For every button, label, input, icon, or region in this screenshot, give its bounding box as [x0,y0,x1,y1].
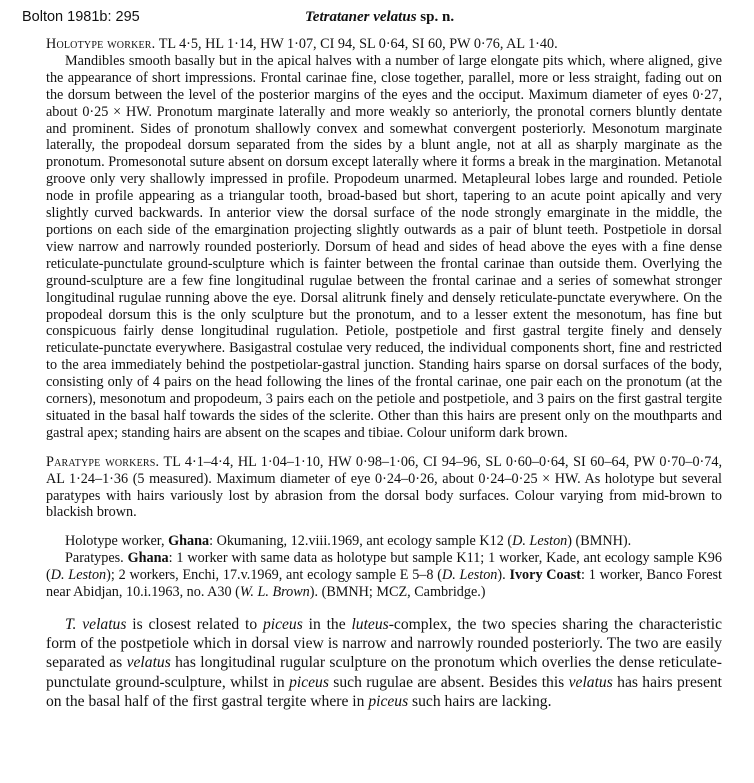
paratypes-collector: D. Leston [50,567,107,584]
species-description [46,36,722,711]
species-suffix: sp. n. [416,9,455,25]
holotype-measurements: TL 4·5, HL 1·14, HW 1·07, CI 94, SL 0·64, SI 60, PW 0·76, AL 1·40. [155,36,558,52]
holotype-material: Holotype worker, Ghana: Okumaning, 12.viii.1969, ant ecology sample K12 (D. Leston) (BMNH). [65,533,632,550]
discussion [46,615,722,711]
paratype-workers-label: Paratype workers. [46,453,160,470]
page-header [22,9,722,31]
holotype-label: Holotype worker. [46,36,156,52]
page [22,0,723,783]
holotype-collector: D. Leston [512,533,568,550]
paratype-workers-text: TL 4·1–4·4, HL 1·04–1·10, HW 0·98–1·06, CI 94–96, SL 0·60–0·64, SI 60–64, PW 0·70–0·74, AL 1·24–1·36 (5 measured). Maximum diameter of eye 0·24–0·26, about 0·24–0·25 × HW. As holotype but several paratypes with hairs variously lost by abrasion from the dorsal body surfaces. Colour varying from mid-brown to blackish brown. [46,453,723,521]
paratypes-collector: W. L. Brown [239,584,310,601]
holotype-measurements-paragraph [46,36,722,53]
citation: Bolton 1981b: 295 [22,9,140,25]
discussion-paragraph: T. velatus is closest related to piceus in the luteus-complex, the two species sharing the characteristic form of the postpetiole which in dorsal view is narrow and narrowly rounded posteriorly. The two are easily separated as velatus has longitudinal rugular sculpture on the pronotum which overlies the dense reticulate-punctulate ground-sculpture, whilst in piceus such rugulae are absent. Besides this velatus has hairs present on the basal half of the first gastral tergite where in piceus such hairs are lacking. [46,616,723,710]
holotype-description: Mandibles smooth basally but in the apical halves with a number of large elongate pits which, where aligned, give the appearance of short impressions. Frontal carinae fine, close together, parallel, more or less straight, fading out on the dorsum between the level of the posterior margins of the eyes and the occiput. Maximum diameter of eyes 0·27, about 0·25 × HW. Pronotum marginate laterally and more weakly so anteriorly, the pronotal corners bluntly dentate and prominent. Sides of pronotum shallowly convex and somewhat convergent posteriorly. Mesonotum marginate laterally, the propodeal dorsum separated from the sides by a blunt angle, not at all as sharply marginate as the pronotum. Promesonotal suture absent on dorsum except laterally where it forms a break in the margination. Metanotal groove only very shallowly impressed in profile. Propodeum unarmed. Metapleural lobes large and rounded. Petiole node in profile appearing as a triangular tooth, broad-based but short, tapering to an acute point apically and very slightly curved backwards. In anterior view the dorsal surface of the node strongly emarginate in the middle, the portions on each side of the emargination projecting slightly outwards as a pair of blunt teeth. Postpetiole in dorsal view narrow and narrowly rounded posteriorly. Dorsum of head and sides of head above the eyes with a fine dense reticulate-punctulate ground-sculpture which is fainter between the frontal carinae than outside them. Overlying the ground-sculpture are a few fine longitudinal rugulae between the frontal carinae and a series of somewhat stronger longitudinal rugulae running above the eye. Dorsal alitrunk finely and densely reticulate-punctate everywhere. On the propodeal dorsum this is the only sculpture but the pronotum, and to a lesser extent the mesonotum, has fine but conspicuous fairly dense longitudinal rugulation. Petiole, postpetiole and first gastral tergite finely and densely reticulate-punctate everywhere. Basigastral costulae very reduced, the individual components short, fine and restricted to the area immediately behind the postpetiolar-gastral junction. Standing hairs sparse on dorsal surfaces of the body, consisting only of 4 pairs on the head following the lines of the frontal carinae, one pair each on the pronotum (at the corners), mesonotum and propodeum, 3 pairs each on the petiole and postpetiole, and 3 pairs on the first gastral tergite situated in the basal half towards the sides of the sclerite. Other than this hairs are present only on the mouthparts and gastral apex; standing hairs are absent on the scapes and tibiae. Colour uniform dark brown. [46,52,722,441]
paratype-workers-paragraph [46,454,722,522]
species-title [305,9,454,26]
paratypes-country-ivory-coast: Ivory Coast [509,567,581,584]
holotype-country: Ghana [168,533,210,550]
paratypes-collector: D. Leston [441,567,498,584]
paratypes-country-ghana: Ghana [127,550,169,567]
paratypes-material: Paratypes. Ghana: 1 worker with same data as holotype but sample K11; 1 worker, Kade, ant ecology sample K96 (D. Leston); 2 workers, Enchi, 17.v.1969, ant ecology sample E 5–8 (D. Leston). Ivory Coast: 1 worker, Banco Forest near Abidjan, 10.i.1963, no. A30 (W. L. Brown). (BMNH; MCZ, Cambridge.) [46,550,722,601]
species-name: Tetrataner velatus [305,9,417,25]
